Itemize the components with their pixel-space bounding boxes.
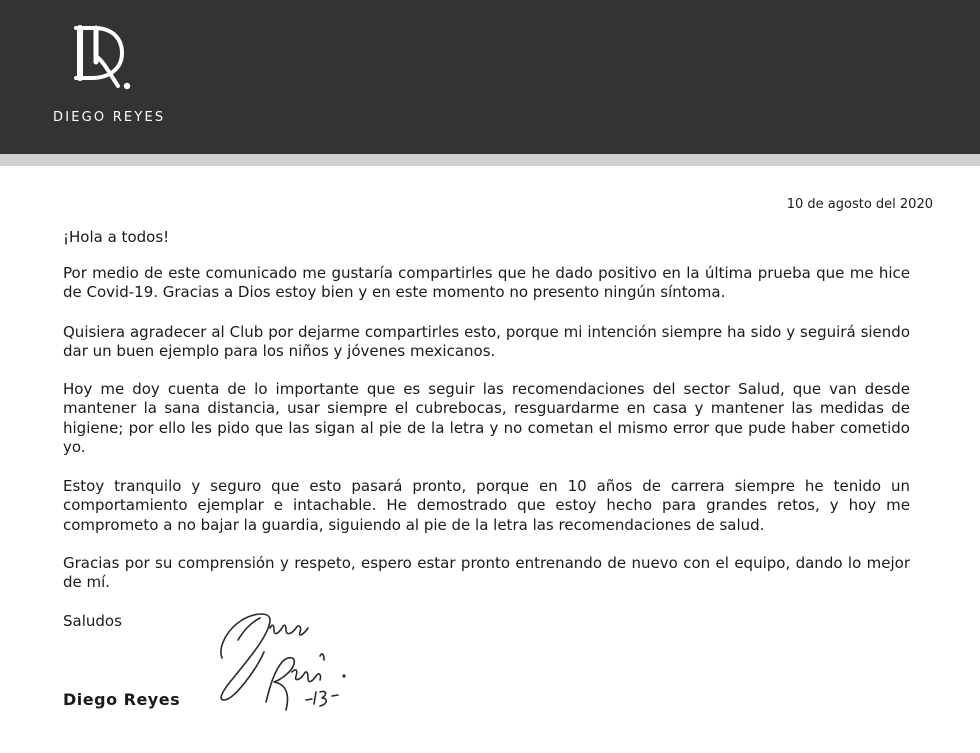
handwritten-signature	[208, 600, 358, 722]
letter-paragraph: Hoy me doy cuenta de lo importante que es seguir las recomendaciones del sector Salud, que van desde mantener la sana distancia, usar siempre el cubrebocas, resguardarme en casa y mantener las medidas de higiene; por ello les pido que las sigan al pie de la letra y no cometan el mismo error que pude haber cometido yo.	[63, 380, 910, 457]
letterhead-banner	[0, 0, 980, 154]
header-divider-stripe	[0, 154, 980, 166]
letter-closing: Saludos	[63, 612, 122, 630]
letter-paragraph: Gracias por su comprensión y respeto, espero estar pronto entrenando de nuevo con el equipo, dando lo mejor de mí.	[63, 554, 910, 592]
letter-paragraph: Estoy tranquilo y seguro que esto pasará pronto, porque en 10 años de carrera siempre he tenido un comportamiento ejemplar e intachable. He demostrado que estoy hecho para grandes retos, y hoy me comprometo a no bajar la guardia, siguiendo al pie de la letra las recomendaciones de salud.	[63, 477, 910, 534]
letter-paragraph: Quisiera agradecer al Club por dejarme compartirles esto, porque mi intención siempre ha sido y seguirá siendo dar un buen ejemplo para los niños y jóvenes mexicanos.	[63, 323, 910, 361]
dr-monogram-logo	[74, 22, 138, 94]
letter-date: 10 de agosto del 2020	[786, 197, 933, 212]
letter-greeting: ¡Hola a todos!	[63, 228, 170, 246]
letter-paragraph: Por medio de este comunicado me gustaría compartirles que he dado positivo en la última prueba que me hice de Covid-19. Gracias a Dios estoy bien y en este momento no presento ningún síntoma.	[63, 264, 910, 302]
brand-name: DIEGO REYES	[53, 110, 166, 125]
signer-name: Diego Reyes	[63, 690, 181, 709]
